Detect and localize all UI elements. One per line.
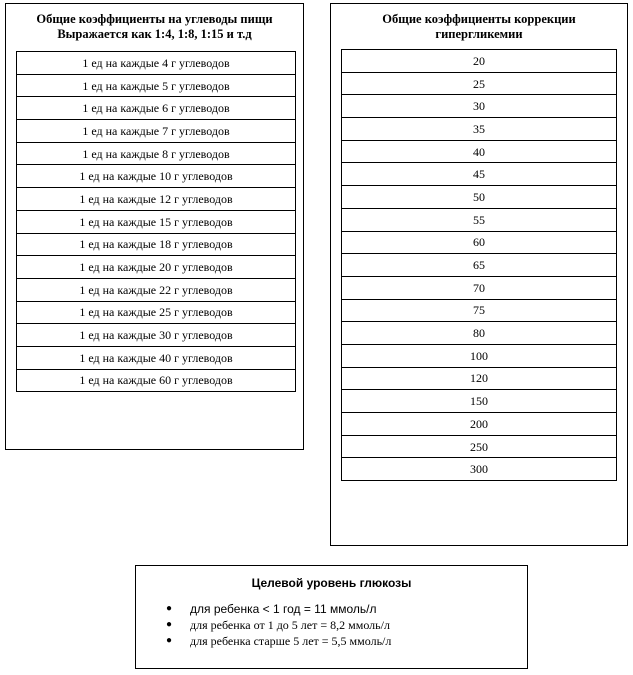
correction-factor-row: [342, 413, 617, 436]
carb-ratio-row: [17, 142, 296, 165]
carb-ratio-row: [17, 369, 296, 392]
carb-ratio-row-cell: 1 ед на каждые 18 г углеводов: [17, 233, 296, 256]
carb-ratio-row: [17, 97, 296, 120]
correction-factor-row: [342, 367, 617, 390]
correction-factor-row-cell: 30: [342, 95, 617, 118]
correction-factor-row: [342, 435, 617, 458]
carb-ratio-row: [17, 210, 296, 233]
carb-ratio-title: [6, 12, 303, 42]
correction-factor-title: [331, 12, 627, 42]
carb-ratio-panel: [5, 3, 304, 450]
carb-ratio-row-cell: 1 ед на каждые 22 г углеводов: [17, 278, 296, 301]
carb-ratio-row: [17, 188, 296, 211]
target-glucose-item: [166, 617, 391, 633]
correction-factor-row: [342, 208, 617, 231]
target-glucose-list: [166, 601, 391, 649]
correction-factor-row: [342, 254, 617, 277]
carb-ratio-row: [17, 346, 296, 369]
carb-ratio-row-cell: 1 ед на каждые 15 г углеводов: [17, 210, 296, 233]
correction-factor-row-cell: 75: [342, 299, 617, 322]
target-glucose-item: [166, 633, 391, 649]
carb-ratio-row: [17, 278, 296, 301]
carb-ratio-title-line1: Общие коэффициенты на углеводы пищи: [36, 12, 273, 26]
carb-ratio-row-cell: 1 ед на каждые 60 г углеводов: [17, 369, 296, 392]
correction-factor-row: [342, 163, 617, 186]
correction-factor-row-cell: 200: [342, 413, 617, 436]
carb-ratio-row-cell: 1 ед на каждые 25 г углеводов: [17, 301, 296, 324]
carb-ratio-table: [16, 51, 296, 392]
correction-factor-row: [342, 344, 617, 367]
carb-ratio-row: [17, 233, 296, 256]
bullet-icon: ●: [166, 603, 173, 614]
carb-ratio-row: [17, 301, 296, 324]
correction-factor-row: [342, 95, 617, 118]
correction-factor-row: [342, 390, 617, 413]
correction-factor-row: [342, 50, 617, 73]
carb-ratio-row-cell: 1 ед на каждые 6 г углеводов: [17, 97, 296, 120]
carb-ratio-row: [17, 120, 296, 143]
correction-factor-row: [342, 72, 617, 95]
correction-factor-row: [342, 118, 617, 141]
correction-factor-table: [341, 49, 617, 481]
carb-ratio-row-cell: 1 ед на каждые 30 г углеводов: [17, 324, 296, 347]
correction-factor-row-cell: 40: [342, 140, 617, 163]
correction-factor-row-cell: 55: [342, 208, 617, 231]
correction-factor-row-cell: 70: [342, 276, 617, 299]
carb-ratio-title-line2: Выражается как 1:4, 1:8, 1:15 и т.д: [57, 27, 252, 41]
carb-ratio-row-cell: 1 ед на каждые 12 г углеводов: [17, 188, 296, 211]
correction-factor-row: [342, 276, 617, 299]
correction-factor-row-cell: 150: [342, 390, 617, 413]
bullet-icon: ●: [166, 619, 173, 630]
carb-ratio-row-cell: 1 ед на каждые 40 г углеводов: [17, 346, 296, 369]
correction-factor-row: [342, 458, 617, 481]
correction-factor-row: [342, 299, 617, 322]
carb-ratio-row-cell: 1 ед на каждые 7 г углеводов: [17, 120, 296, 143]
target-glucose-item-text: для ребенка < 1 год = 11 ммоль/л: [190, 602, 377, 616]
correction-factor-row-cell: 20: [342, 50, 617, 73]
correction-factor-row: [342, 186, 617, 209]
correction-factor-row-cell: 250: [342, 435, 617, 458]
carb-ratio-row: [17, 74, 296, 97]
carb-ratio-row-cell: 1 ед на каждые 20 г углеводов: [17, 256, 296, 279]
correction-factor-row-cell: 50: [342, 186, 617, 209]
target-glucose-item: [166, 601, 391, 617]
correction-factor-row-cell: 120: [342, 367, 617, 390]
correction-factor-row: [342, 322, 617, 345]
correction-factor-row-cell: 300: [342, 458, 617, 481]
correction-factor-row-cell: 100: [342, 344, 617, 367]
carb-ratio-row: [17, 324, 296, 347]
correction-factor-row-cell: 45: [342, 163, 617, 186]
correction-factor-title-line1: Общие коэффициенты коррекции: [382, 12, 576, 26]
correction-factor-row-cell: 25: [342, 72, 617, 95]
correction-factor-row-cell: 35: [342, 118, 617, 141]
carb-ratio-row-cell: 1 ед на каждые 8 г углеводов: [17, 142, 296, 165]
carb-ratio-row: [17, 52, 296, 75]
target-glucose-item-text: для ребенка от 1 до 5 лет = 8,2 ммоль/л: [190, 618, 390, 632]
correction-factor-panel: [330, 3, 628, 546]
target-glucose-panel: [135, 565, 528, 669]
target-glucose-title: Целевой уровень глюкозы: [251, 576, 412, 590]
correction-factor-row-cell: 65: [342, 254, 617, 277]
correction-factor-row: [342, 231, 617, 254]
carb-ratio-row-cell: 1 ед на каждые 10 г углеводов: [17, 165, 296, 188]
bullet-icon: ●: [166, 635, 173, 646]
target-glucose-item-text: для ребенка старше 5 лет = 5,5 ммоль/л: [190, 634, 392, 648]
carb-ratio-row-cell: 1 ед на каждые 4 г углеводов: [17, 52, 296, 75]
correction-factor-row-cell: 60: [342, 231, 617, 254]
carb-ratio-row: [17, 256, 296, 279]
carb-ratio-row-cell: 1 ед на каждые 5 г углеводов: [17, 74, 296, 97]
correction-factor-row-cell: 80: [342, 322, 617, 345]
correction-factor-row: [342, 140, 617, 163]
carb-ratio-row: [17, 165, 296, 188]
correction-factor-title-line2: гипергликемии: [435, 27, 523, 41]
